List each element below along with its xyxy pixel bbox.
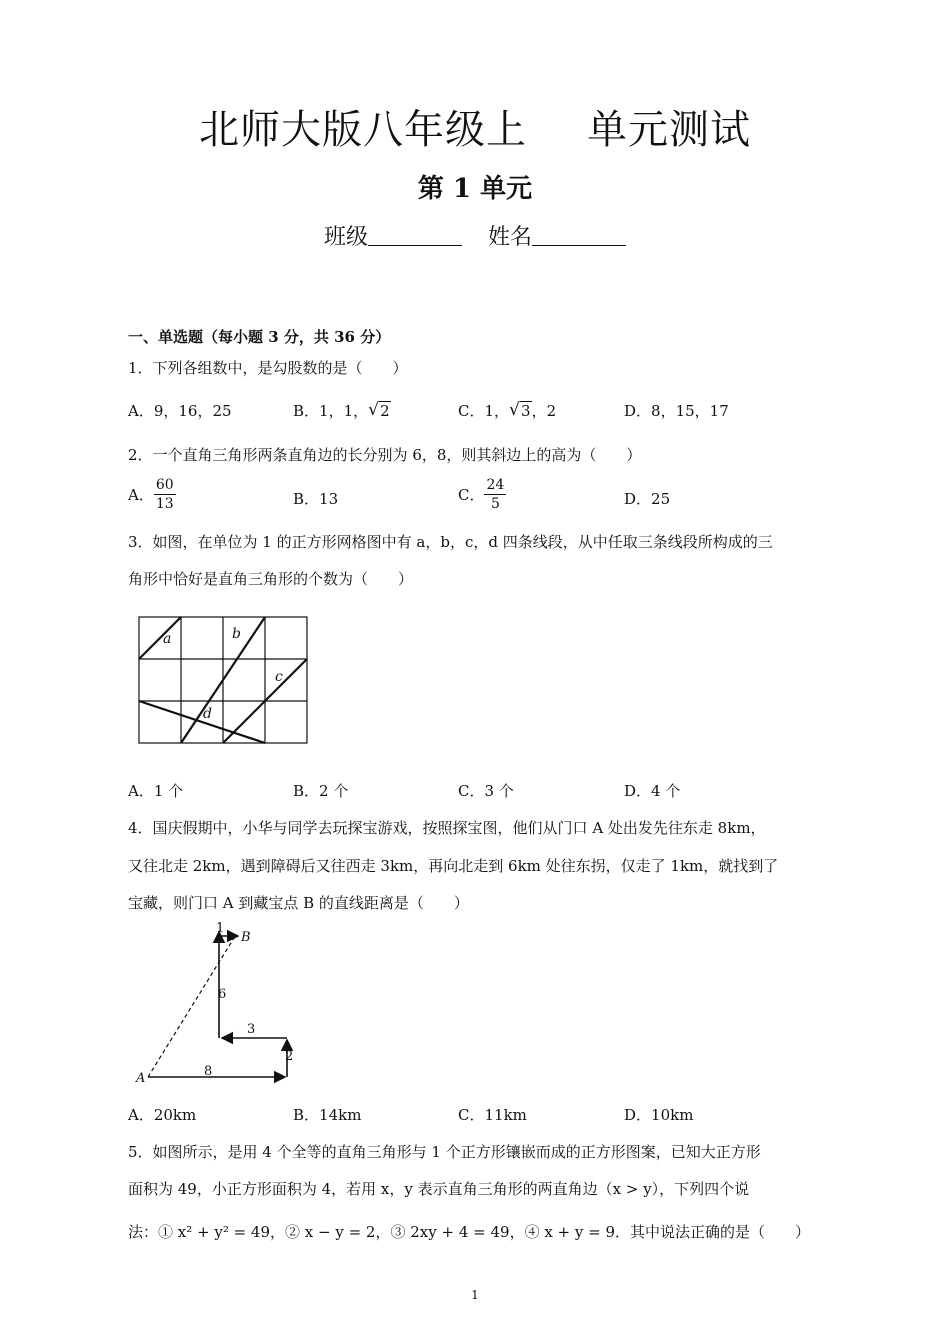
q2-stem: 2．一个直角三角形两条直角边的长分别为 6，8，则其斜边上的高为（ ） <box>128 446 642 464</box>
class-label: 班级 <box>323 225 368 250</box>
q4-stem-line3: 宝藏，则门口 A 到藏宝点 B 的直线距离是（ ） <box>128 894 469 912</box>
label-a: a <box>163 631 172 647</box>
q2-option-b: B．13 <box>293 490 339 508</box>
unit-subtitle: 第 1 单元 <box>417 174 533 204</box>
point-a-label: A <box>136 1071 146 1086</box>
q1-option-c: C．1，√ 3，2 <box>458 400 556 421</box>
q4-option-b: B．14km <box>293 1106 362 1124</box>
segment-a <box>139 617 181 659</box>
q5-stem-line2: 面积为 49，小正方形面积为 4，若用 x，y 表示直角三角形的两直角边（x > y），下列四个说 <box>128 1180 750 1198</box>
q4-treasure-map-figure <box>130 920 310 1090</box>
q1-stem: 1．下列各组数中，是勾股数的是（ ） <box>128 359 408 377</box>
q4-option-c: C．11km <box>458 1106 527 1124</box>
edge-1-label: 1 <box>216 921 225 936</box>
q1-option-a: A．9，16，25 <box>128 402 232 420</box>
name-blank <box>532 223 626 246</box>
section-heading: 一、单选题（每小题 3 分，共 36 分） <box>128 328 391 346</box>
q5-stem-line1: 5．如图所示，是用 4 个全等的直角三角形与 1 个正方形镶嵌而成的正方形图案，已知大正方形 <box>128 1143 761 1161</box>
q4-stem-line2: 又往北走 2km，遇到障碍后又往西走 3km，再向北走到 6km 处往东拐，仅走了 1km，就找到了 <box>128 857 779 875</box>
title-right: 单元测试 <box>587 107 751 153</box>
q3-grid-figure <box>136 614 312 746</box>
q4-option-d: D．10km <box>624 1106 694 1124</box>
q3-option-b: B．2 个 <box>293 782 349 800</box>
title-left: 北师大版八年级上 <box>199 107 527 153</box>
edge-6-label: 6 <box>218 987 227 1002</box>
page-title <box>0 98 950 155</box>
class-blank <box>368 223 462 246</box>
edge-3-label: 3 <box>247 1022 256 1037</box>
q3-option-a: A．1 个 <box>128 782 184 800</box>
q3-stem-line1: 3．如图，在单位为 1 的正方形网格图中有 a，b，c，d 四条线段，从中任取三条线段所构成的三 <box>128 533 773 551</box>
q1-option-b: B．1，1，√ 2 <box>293 400 391 421</box>
label-c: c <box>275 669 283 685</box>
point-b-label: B <box>241 930 251 945</box>
label-d: d <box>203 706 212 722</box>
q3-option-d: D．4 个 <box>624 782 681 800</box>
edge-8-label: 8 <box>204 1064 213 1079</box>
q5-stem-line3: 法：① x² + y² = 49，② x − y = 2，③ 2xy + 4 = 49，④ x + y = 9．其中说法正确的是（ ） <box>128 1223 811 1241</box>
label-b: b <box>232 626 241 642</box>
segment-d <box>139 701 265 743</box>
student-info-line <box>0 220 950 251</box>
q3-option-c: C．3 个 <box>458 782 514 800</box>
edge-2-label: 2 <box>285 1049 294 1064</box>
q2-option-c: C． $\frac{24}{5}$ <box>458 477 505 512</box>
page-number: 1 <box>471 1288 479 1302</box>
q3-stem-line2: 角形中恰好是直角三角形的个数为（ ） <box>128 570 414 588</box>
q2-option-d: D．25 <box>624 490 671 508</box>
q4-stem-line1: 4．国庆假期中，小华与同学去玩探宝游戏，按照探宝图，他们从门口 A 处出发先往东走 8km， <box>128 819 766 837</box>
q1-option-d: D．8，15，17 <box>624 402 729 420</box>
name-label: 姓名 <box>488 225 533 250</box>
q4-option-a: A．20km <box>128 1106 197 1124</box>
q2-option-a: A． $\frac{60}{13}$ <box>128 477 174 512</box>
